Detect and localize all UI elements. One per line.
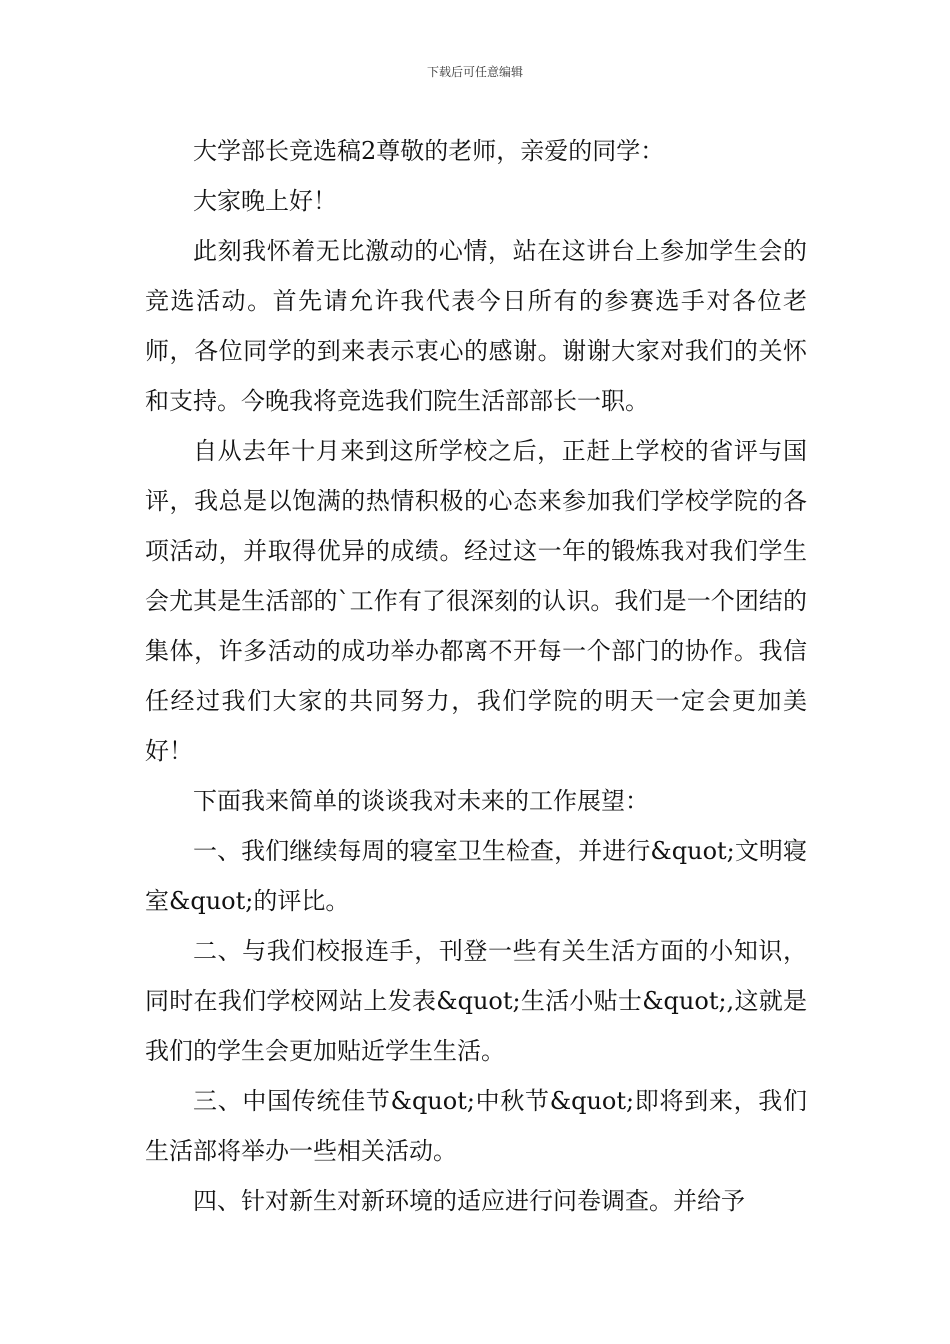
document-body [145,126,807,1226]
paragraph-plan-2: 二、与我们校报连手，刊登一些有关生活方面的小知识，同时在我们学校网站上发表&quot;生活小贴士&quot;,这就是我们的学生会更加贴近学生生活。 [145,937,807,1065]
paragraph-outlook-intro: 下面我来简单的谈谈我对未来的工作展望： [193,787,649,815]
paragraph-title: 大学部长竞选稿2尊敬的老师，亲爱的同学： [193,137,665,165]
page-header: 下载后可任意编辑 [426,65,523,79]
paragraph-greeting: 大家晚上好！ [193,187,337,215]
paragraph-plan-4: 四、针对新生对新环境的适应进行问卷调查。并给予 [193,1187,745,1215]
paragraph-experience: 自从去年十月来到这所学校之后，正赶上学校的省评与国评，我总是以饱满的热情积极的心态来参加我们学校学院的各项活动，并取得优异的成绩。经过这一年的锻炼我对我们学生会尤其是生活部的`工作有了很深刻的认识。我们是一个团结的集体，许多活动的成功举办都离不开每一个部门的协作。我信任经过我们大家的共同努力，我们学院的明天一定会更加美好！ [145,437,807,765]
paragraph-plan-1: 一、我们继续每周的寝室卫生检查，并进行&quot;文明寝室&quot;的评比。 [145,837,807,915]
paragraph-intro: 此刻我怀着无比激动的心情，站在这讲台上参加学生会的竞选活动。首先请允许我代表今日所有的参赛选手对各位老师，各位同学的到来表示衷心的感谢。谢谢大家对我们的关怀和支持。今晚我将竞选我们院生活部部长一职。 [145,237,807,415]
paragraph-plan-3: 三、中国传统佳节&quot;中秋节&quot;即将到来，我们生活部将举办一些相关活动。 [145,1087,807,1165]
